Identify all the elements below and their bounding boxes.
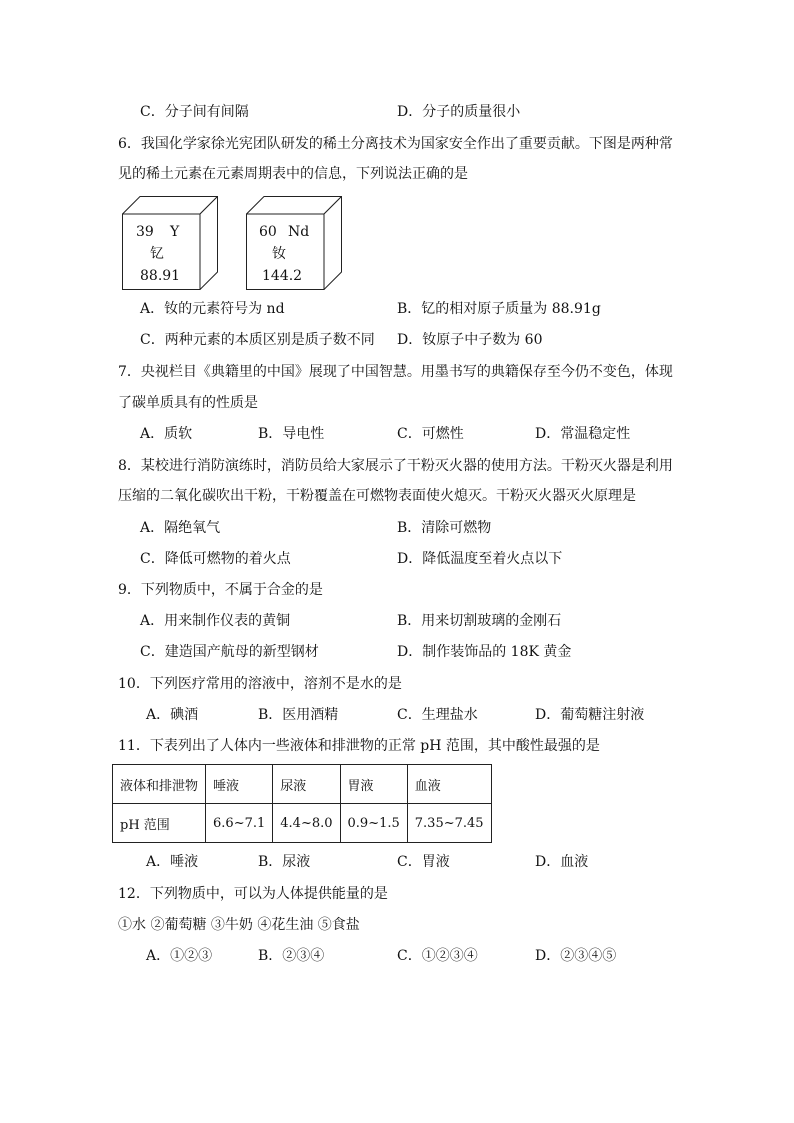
q10-option-c: C．生理盐水 <box>397 707 478 723</box>
q10-option-a: A．碘酒 <box>146 707 199 723</box>
q5-option-c: C．分子间有间隔 <box>140 104 249 120</box>
q9-stem: 9．下列物质中，不属于合金的是 <box>118 582 323 598</box>
q9-option-b: B．用来切割玻璃的金刚石 <box>397 613 562 629</box>
q8-option-a: A．隔绝氧气 <box>140 520 221 536</box>
table-row <box>113 804 492 843</box>
element-card-neodymium <box>246 196 342 290</box>
q7-option-d: D．常温稳定性 <box>535 426 631 442</box>
q9-option-d: D．制作装饰品的 18K 黄金 <box>397 644 572 660</box>
element-mass: 88.91 <box>140 268 181 284</box>
table-cell: 6.6~7.1 <box>206 804 273 843</box>
q12-stem: 12．下列物质中，可以为人体提供能量的是 <box>118 886 388 902</box>
element-card-yttrium <box>122 196 218 290</box>
q6-option-d: D．钕原子中子数为 60 <box>397 332 543 348</box>
q8-option-c: C．降低可燃物的着火点 <box>140 551 291 567</box>
q10-option-d: D．葡萄糖注射液 <box>535 707 645 723</box>
q7-option-c: C．可燃性 <box>397 426 464 442</box>
q12-option-d: D．②③④⑤ <box>535 948 617 964</box>
q10-option-b: B．医用酒精 <box>258 707 339 723</box>
table-cell: pH 范围 <box>113 804 206 843</box>
q6-option-b: B．钇的相对原子质量为 88.91g <box>397 301 601 317</box>
q8-stem-line1: 8．某校进行消防演练时，消防员给大家展示了干粉灭火器的使用方法。干粉灭火器是利用 <box>118 458 673 474</box>
q7-option-a: A．质软 <box>140 426 193 442</box>
element-name: 钇 <box>150 246 164 262</box>
table-header-cell: 液体和排泄物 <box>113 765 206 804</box>
q9-option-a: A．用来制作仪表的黄铜 <box>140 613 291 629</box>
element-number: 39 <box>136 224 154 240</box>
q6-option-c: C．两种元素的本质区别是质子数不同 <box>140 332 375 348</box>
table-header-cell: 血液 <box>407 765 491 804</box>
element-name: 钕 <box>272 246 286 262</box>
element-symbol: Y <box>170 224 180 240</box>
table-cell: 0.9~1.5 <box>340 804 407 843</box>
table-header-cell: 唾液 <box>206 765 273 804</box>
table-header-cell: 尿液 <box>273 765 340 804</box>
q7-stem-line1: 7．央视栏目《典籍里的中国》展现了中国智慧。用墨书写的典籍保存至今仍不变色，体现 <box>118 364 673 380</box>
q8-option-b: B．清除可燃物 <box>397 520 492 536</box>
q9-option-c: C．建造国产航母的新型钢材 <box>140 644 319 660</box>
q8-option-d: D．降低温度至着火点以下 <box>397 551 563 567</box>
ph-range-table <box>112 764 492 843</box>
element-mass: 144.2 <box>262 268 303 284</box>
q11-option-a: A．唾液 <box>146 854 199 870</box>
q11-stem: 11．下表列出了人体内一些液体和排泄物的正常 pH 范围，其中酸性最强的是 <box>118 738 600 754</box>
q12-option-a: A．①②③ <box>146 948 213 964</box>
table-cell: 4.4~8.0 <box>273 804 340 843</box>
q12-items: ①水 ②葡萄糖 ③牛奶 ④花生油 ⑤食盐 <box>118 917 360 933</box>
q6-stem-line2: 见的稀土元素在元素周期表中的信息，下列说法正确的是 <box>118 166 468 182</box>
table-header-row <box>113 765 492 804</box>
q7-option-b: B．导电性 <box>258 426 325 442</box>
q12-option-c: C．①②③④ <box>397 948 478 964</box>
q11-option-b: B．尿液 <box>258 854 311 870</box>
q7-stem-line2: 了碳单质具有的性质是 <box>118 395 258 411</box>
q12-option-b: B．②③④ <box>258 948 325 964</box>
q11-option-c: C．胃液 <box>397 854 450 870</box>
q6-stem-line1: 6．我国化学家徐光宪团队研发的稀土分离技术为国家安全作出了重要贡献。下图是两种常 <box>118 136 673 152</box>
q5-option-d: D．分子的质量很小 <box>397 104 521 120</box>
table-header-cell: 胃液 <box>340 765 407 804</box>
element-number: 60 <box>259 224 277 240</box>
q8-stem-line2: 压缩的二氧化碳吹出干粉，干粉覆盖在可燃物表面使火熄灭。干粉灭火器灭火原理是 <box>118 488 636 504</box>
q6-option-a: A．钕的元素符号为 nd <box>140 301 285 317</box>
table-cell: 7.35~7.45 <box>407 804 491 843</box>
q10-stem: 10．下列医疗常用的溶液中，溶剂不是水的是 <box>118 676 402 692</box>
element-symbol: Nd <box>288 224 310 240</box>
q11-option-d: D．血液 <box>535 854 589 870</box>
